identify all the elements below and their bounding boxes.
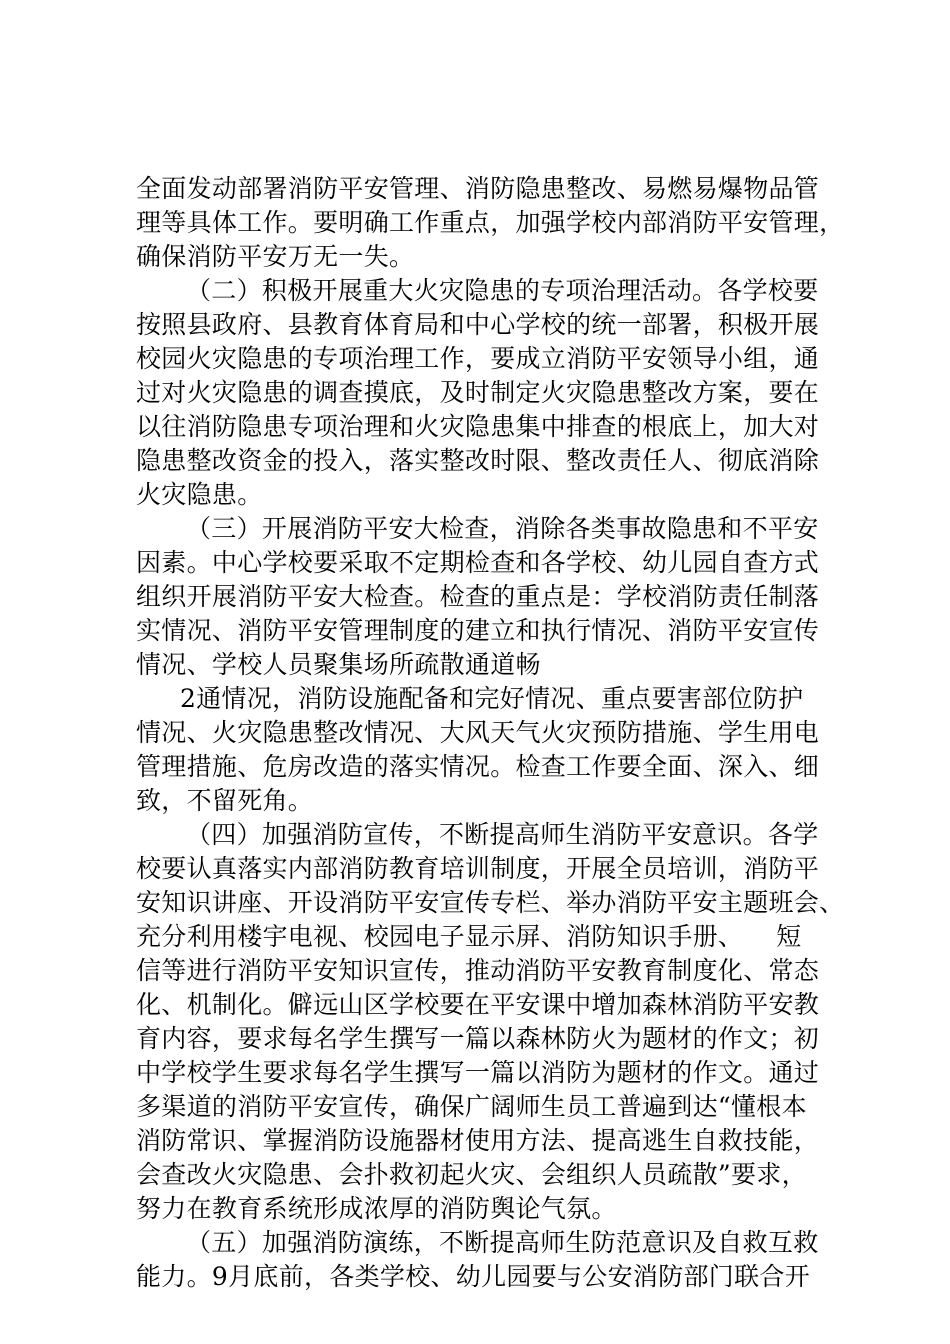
text-line: 过对火灾隐患的调查摸底，及时制定火灾隐患整改方案，要在 bbox=[136, 378, 820, 407]
text-line: 能力。9月底前，各类学校、幼儿园要与公安消防部门联合开 bbox=[136, 1262, 811, 1291]
text-line: 信等进行消防平安知识宣传，推动消防平安教育制度化、常态 bbox=[136, 956, 820, 985]
text-line: 因素。中心学校要采取不定期检查和各学校、幼儿园自查方式 bbox=[136, 548, 820, 577]
paragraph-heading-2: （二）积极开展重大火灾隐患的专项治理活动。各学校要 bbox=[186, 276, 819, 305]
text-line: 确保消防平安万无一失。 bbox=[136, 242, 415, 271]
text-line: 化、机制化。僻远山区学校要在平安课中增加森林消防平安教 bbox=[136, 990, 820, 1019]
text-line: 情况、火灾隐患整改情况、大风天气火灾预防措施、学生用电 bbox=[136, 718, 820, 747]
text-line: 2通情况，消防设施配备和完好情况、重点要害部位防护 bbox=[180, 684, 804, 713]
text-line: 以往消防隐患专项治理和火灾隐患集中排查的根底上，加大对 bbox=[136, 412, 820, 441]
paragraph-heading-3: （三）开展消防平安大检查，消除各类事故隐患和不平安 bbox=[186, 514, 819, 543]
text-line: 消防常识、掌握消防设施器材使用方法、提高逃生自救技能， bbox=[136, 1126, 820, 1155]
text-line: 中学校学生要求每名学生撰写一篇以消防为题材的作文。通过 bbox=[136, 1058, 820, 1087]
text-line: 育内容，要求每名学生撰写一篇以森林防火为题材的作文；初 bbox=[136, 1024, 820, 1053]
text-line: 按照县政府、县教育体育局和中心学校的统一部署，积极开展 bbox=[136, 310, 820, 339]
text-line: 组织开展消防平安大检查。检查的重点是：学校消防责任制落 bbox=[136, 582, 820, 611]
text-line: 充分利用楼宇电视、校园电子显示屏、消防知识手册、 短 bbox=[136, 922, 802, 951]
text-line: 多渠道的消防平安宣传，确保广阔师生员工普遍到达“懂根本 bbox=[136, 1092, 807, 1121]
text-line: 安知识讲座、开设消防平安宣传专栏、举办消防平安主题班会、 bbox=[136, 888, 845, 917]
text-line: 隐患整改资金的投入，落实整改时限、整改责任人、彻底消除 bbox=[136, 446, 820, 475]
text-line: 会查改火灾隐患、会扑救初起火灾、会组织人员疏散”要求， bbox=[136, 1160, 807, 1189]
text-line: 努力在教育系统形成浓厚的消防舆论气氛。 bbox=[136, 1194, 617, 1223]
text-line: 火灾隐患。 bbox=[136, 480, 263, 509]
text-line: 全面发动部署消防平安管理、消防隐患整改、易燃易爆物品管 bbox=[136, 174, 820, 203]
text-line: 校园火灾隐患的专项治理工作，要成立消防平安领导小组，通 bbox=[136, 344, 820, 373]
text-line: 理等具体工作。要明确工作重点，加强学校内部消防平安管理， bbox=[136, 208, 845, 237]
text-line: 情况、学校人员聚集场所疏散通道畅 bbox=[136, 650, 541, 679]
text-line: 实情况、消防平安管理制度的建立和执行情况、消防平安宣传 bbox=[136, 616, 820, 645]
text-line: 校要认真落实内部消防教育培训制度，开展全员培训，消防平 bbox=[136, 854, 820, 883]
paragraph-heading-5: （五）加强消防演练，不断提高师生防范意识及自救互救 bbox=[186, 1228, 819, 1257]
paragraph-heading-4: （四）加强消防宣传，不断提高师生消防平安意识。各学 bbox=[186, 820, 819, 849]
text-line: 致，不留死角。 bbox=[136, 786, 314, 815]
text-line: 管理措施、危房改造的落实情况。检查工作要全面、深入、细 bbox=[136, 752, 820, 781]
